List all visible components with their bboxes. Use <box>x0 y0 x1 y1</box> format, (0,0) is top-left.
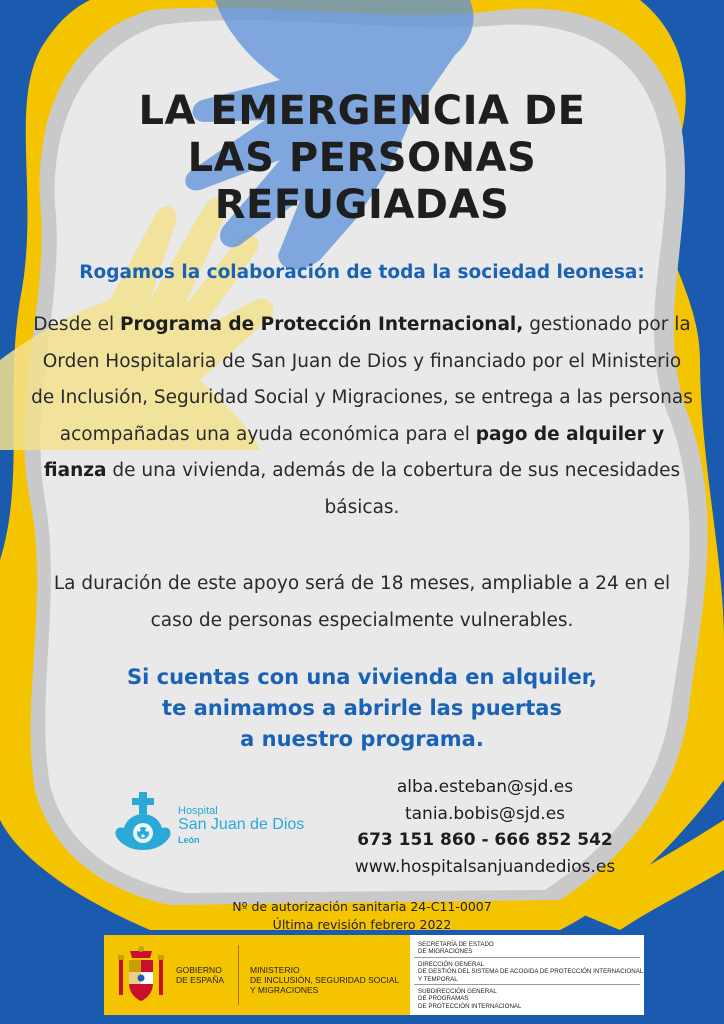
department-divider <box>414 984 640 985</box>
ministerio-text: MINISTERIO DE INCLUSIÓN, SEGURIDAD SOCIAL Y MIGRACIONES <box>250 965 400 995</box>
authorization-info <box>0 898 724 934</box>
phone-numbers[interactable]: 673 151 860 - 666 852 542 <box>357 830 613 850</box>
government-logo-block <box>104 935 410 1015</box>
program-description: Desde el Programa de Protección Internacional, gestionado por la Orden Hospitalaria de San Juan de Dios y financiado por el Ministerio de Inclusión, Seguridad Social y Migraciones, se entrega a las personas acompañadas una ayuda económica para el pago de alquiler y fianza de una vivienda, además de la cobertura de sus necesidades básicas. <box>31 314 693 518</box>
subdireccion-text: SUBDIRECCIÓN GENERAL DE PROGRAMAS DE PROTECCIÓN INTERNACIONAL <box>418 988 522 1010</box>
coat-of-arms-icon <box>116 945 166 1005</box>
secretaria-text: SECRETARÍA DE ESTADO DE MIGRACIONES <box>418 941 494 956</box>
gobierno-text: GOBIERNO DE ESPAÑA <box>176 965 225 985</box>
logo-name-text: San Juan de Dios <box>178 816 305 833</box>
contact-info <box>320 774 650 880</box>
department-divider <box>414 957 640 958</box>
call-to-action: Si cuentas con una vivienda en alquiler, te animamos a abrirle las puertas a nuestro programa. <box>127 665 597 751</box>
poster-title: LA EMERGENCIA DE LAS PERSONAS REFUGIADAS <box>138 88 586 228</box>
footer-divider <box>238 945 239 1005</box>
email-alba[interactable]: alba.esteban@sjd.es <box>396 777 574 797</box>
logo-hospital-text: Hospital <box>178 805 218 817</box>
departments-block <box>410 935 644 1015</box>
hospital-logo <box>112 792 322 852</box>
logo-city-text: León <box>178 835 200 845</box>
duration-text: La duración de este apoyo será de 18 meses, ampliable a 24 en el caso de personas especialmente vulnerables. <box>53 573 671 631</box>
government-footer <box>104 935 644 1015</box>
revision-date: Última revisión febrero 2022 <box>272 917 452 932</box>
authorization-number: Nº de autorización sanitaria 24-C11-0007 <box>232 899 492 914</box>
direccion-text: DIRECCIÓN GENERAL DE GESTIÓN DEL SISTEMA DE ACOGIDA DE PROTECCIÓN INTERNACIONAL Y TEMPORAL <box>418 961 644 983</box>
subtitle: Rogamos la colaboración de toda la sociedad leonesa: <box>79 262 645 283</box>
email-tania[interactable]: tania.bobis@sjd.es <box>404 803 566 824</box>
hospital-cross-flower-icon <box>112 792 174 852</box>
website-link[interactable]: www.hospitalsanjuandedios.es <box>354 856 616 877</box>
